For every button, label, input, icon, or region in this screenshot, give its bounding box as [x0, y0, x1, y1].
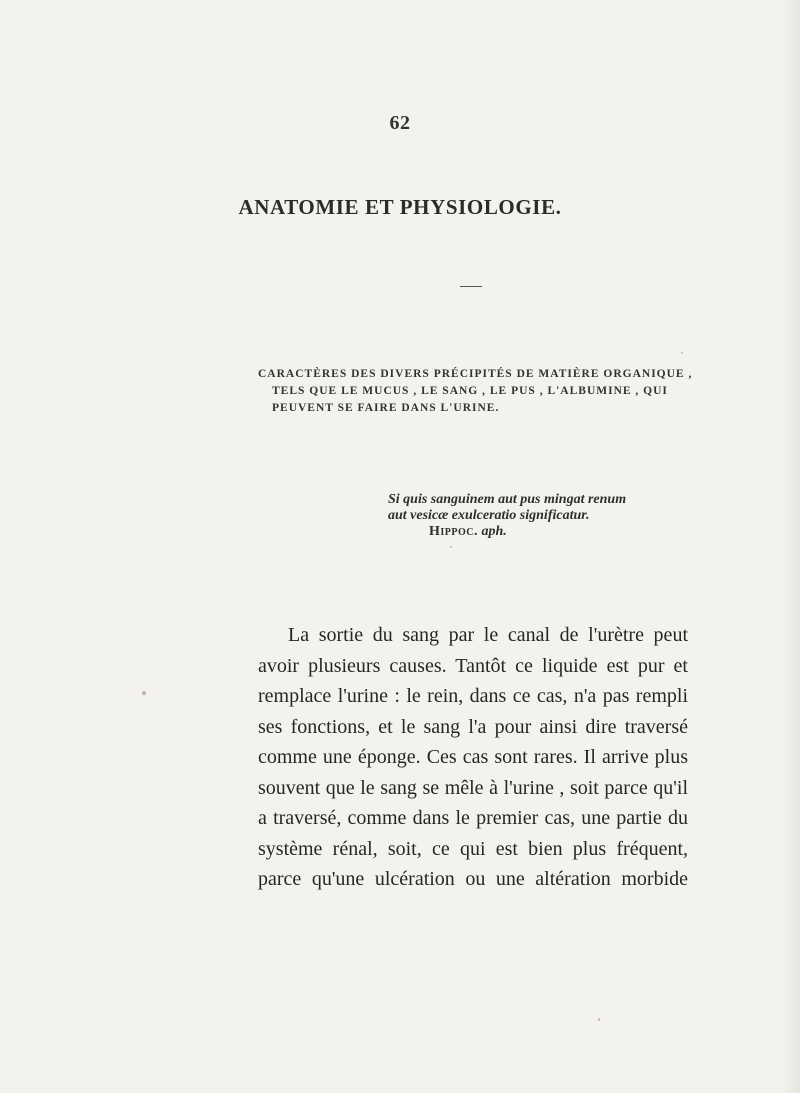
- epigraph-line: Si quis sanguinem aut pus mingat renum: [388, 492, 627, 507]
- paper-speck: [598, 1018, 600, 1021]
- body-line: parce qu'une ulcération ou une altération morbide: [258, 868, 688, 890]
- epigraph: [388, 492, 688, 540]
- body-line: souvent que le sang se mêle à l'urine , soit parce qu'il: [258, 776, 688, 799]
- title-divider-rule: [460, 286, 482, 287]
- chapter-heading-line: PEUVENT SE FAIRE DANS L'URINE.: [272, 402, 500, 414]
- chapter-heading-line: CARACTÈRES DES DIVERS PRÉCIPITÉS DE MATIÈRE ORGANIQUE ,: [258, 368, 693, 380]
- paper-speck: [142, 691, 146, 695]
- body-line: système rénal, soit, ce qui est bien plus fréquent,: [258, 837, 688, 860]
- epigraph-work: aph.: [481, 524, 507, 539]
- body-line: La sortie du sang par le canal de l'urètre peut: [288, 624, 688, 646]
- body-paragraph: [258, 620, 688, 895]
- body-line: comme une éponge. Ces cas sont rares. Il arrive plus: [258, 746, 688, 768]
- body-line: avoir plusieurs causes. Tantôt ce liquide est pur et: [258, 654, 688, 677]
- body-line: ses fonctions, et le sang l'a pour ainsi dire traversé: [258, 715, 688, 738]
- paper-speck: [450, 546, 452, 548]
- page-edge-shadow: [782, 0, 800, 1093]
- section-title: ANATOMIE ET PHYSIOLOGIE.: [238, 195, 562, 219]
- paper-speck: [681, 352, 683, 354]
- chapter-heading: [258, 366, 693, 417]
- epigraph-author: Hippoc.: [429, 524, 478, 539]
- page-number: 62: [389, 112, 411, 134]
- body-line: remplace l'urine : le rein, dans ce cas, n'a pas rempli: [258, 685, 688, 707]
- body-line: a traversé, comme dans le premier cas, une partie du: [258, 807, 688, 829]
- epigraph-source: [388, 524, 688, 540]
- epigraph-line: aut vesicæ exulceratio significatur.: [388, 508, 590, 523]
- chapter-heading-line: TELS QUE LE MUCUS , LE SANG , LE PUS , L'ALBUMINE , QUI: [272, 385, 668, 397]
